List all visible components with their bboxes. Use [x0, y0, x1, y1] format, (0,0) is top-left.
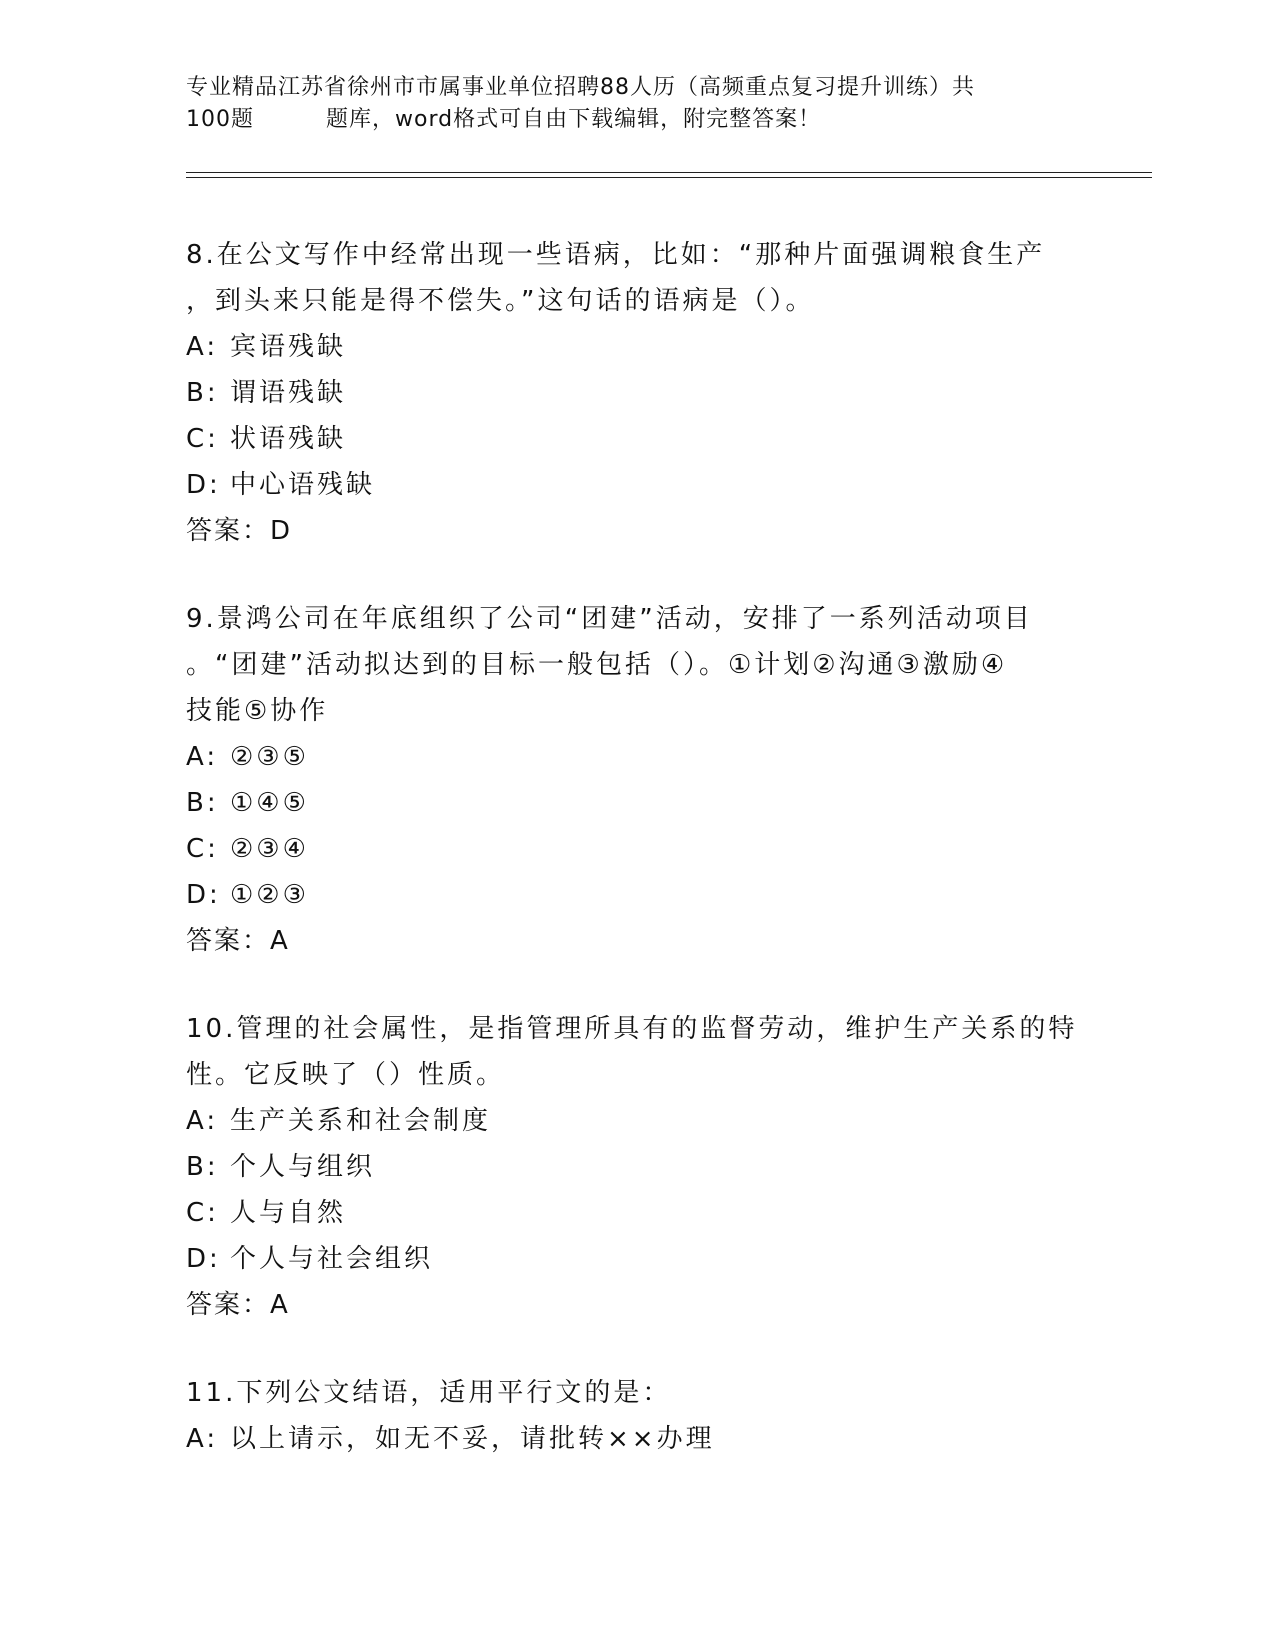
option-text: 个人与组织 [230, 1152, 376, 1182]
option-key: D: [186, 470, 221, 500]
answer-option [186, 1144, 1086, 1190]
option-text: ①④⑤ [230, 788, 309, 818]
option-key: A: [186, 742, 219, 772]
option-text: 个人与社会组织 [230, 1244, 434, 1274]
answer-option [186, 324, 1086, 370]
question-block [186, 1370, 1086, 1462]
question-block [186, 596, 1086, 964]
option-key: A: [186, 1106, 219, 1136]
question-stem-line: 11.下列公文结语，适用平行文的是： [186, 1378, 672, 1408]
answer-option [186, 1416, 1086, 1462]
option-key: D: [186, 1244, 221, 1274]
option-key: C: [186, 834, 219, 864]
option-key: B: [186, 1152, 219, 1182]
option-text: 谓语残缺 [230, 378, 347, 408]
option-key: C: [186, 424, 219, 454]
answer-option [186, 780, 1086, 826]
header-divider-top [186, 172, 1152, 173]
option-text: 人与自然 [230, 1198, 347, 1228]
answer-option [186, 734, 1086, 780]
option-text: 宾语残缺 [230, 332, 347, 362]
header-title-line1: 专业精品江苏省徐州市市属事业单位招聘88人历（高频重点复习提升训练）共 [186, 75, 975, 100]
question-stem-line: 技能⑤协作 [186, 696, 329, 726]
option-key: A: [186, 332, 219, 362]
option-key: B: [186, 788, 219, 818]
question-stem-line: 10.管理的社会属性，是指管理所具有的监督劳动，维护生产关系的特 [186, 1014, 1078, 1044]
question-list [186, 232, 1086, 1504]
header-divider-bottom [186, 177, 1152, 178]
option-key: A: [186, 1424, 219, 1454]
option-text: ②③⑤ [230, 742, 309, 772]
answer-option [186, 462, 1086, 508]
question-stem-line: 9.景鸿公司在年底组织了公司“团建”活动，安排了一系列活动项目 [186, 604, 1033, 634]
header-count: 100题 [186, 107, 254, 132]
answer-option [186, 1098, 1086, 1144]
option-text: 以上请示，如无不妥，请批转××办理 [230, 1424, 715, 1454]
option-text: 状语残缺 [230, 424, 347, 454]
question-block [186, 1006, 1086, 1328]
answer-option [186, 1190, 1086, 1236]
option-text: ①②③ [230, 880, 309, 910]
answer-line: 答案：A [186, 926, 290, 956]
answer-option [186, 826, 1086, 872]
question-block [186, 232, 1086, 554]
answer-line: 答案：D [186, 516, 293, 546]
question-stem-line: 。“团建”活动拟达到的目标一般包括（）。①计划②沟通③激励④ [186, 650, 1008, 680]
answer-option [186, 1236, 1086, 1282]
option-key: B: [186, 378, 219, 408]
option-key: D: [186, 880, 221, 910]
header-description: 题库，word格式可自由下载编辑，附完整答案！ [326, 107, 822, 132]
option-key: C: [186, 1198, 219, 1228]
answer-option [186, 872, 1086, 918]
answer-line: 答案：A [186, 1290, 290, 1320]
answer-option [186, 416, 1086, 462]
option-text: 生产关系和社会制度 [230, 1106, 492, 1136]
question-stem-line: 性。它反映了（）性质。 [186, 1060, 506, 1090]
question-stem-line: 8.在公文写作中经常出现一些语病，比如：“那种片面强调粮食生产 [186, 240, 1046, 270]
document-header [186, 72, 1086, 136]
option-text: ②③④ [230, 834, 309, 864]
answer-option [186, 370, 1086, 416]
question-stem-line: ，到头来只能是得不偿失。”这句话的语病是（）。 [186, 286, 815, 316]
header-title-line2 [186, 104, 1086, 136]
option-text: 中心语残缺 [230, 470, 376, 500]
